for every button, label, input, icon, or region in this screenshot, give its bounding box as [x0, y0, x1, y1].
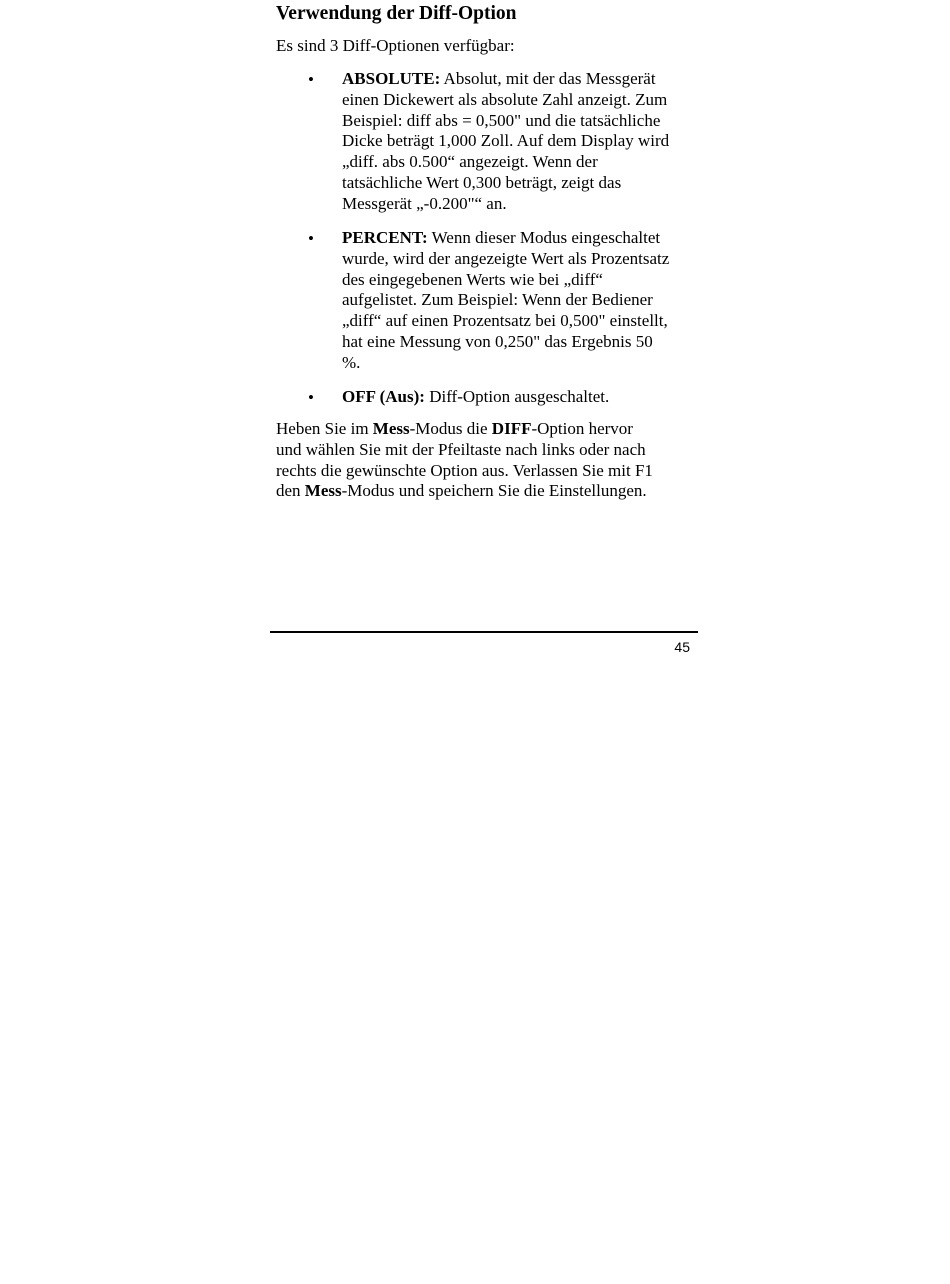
option-line: aufgelistet. Zum Beispiel: Wenn der Bediener	[342, 290, 653, 310]
closing-text: und wählen Sie mit der Pfeiltaste nach links oder nach	[276, 439, 646, 459]
option-line: „diff“ auf einen Prozentsatz bei 0,500" einstellt,	[342, 311, 668, 331]
option-line: des eingegebenen Werts wie bei „diff“	[342, 269, 603, 289]
option-line: einen Dickewert als absolute Zahl anzeigt. Zum	[342, 89, 668, 109]
option-line: %.	[342, 352, 361, 372]
closing-bold: Mess	[304, 481, 342, 501]
option-line: tatsächliche Wert 0,300 beträgt, zeigt das	[342, 172, 622, 192]
option-absolute-term: ABSOLUTE:	[342, 69, 441, 88]
option-line: wurde, wird der angezeigte Wert als Prozentsatz	[342, 248, 670, 268]
closing-text: den	[276, 481, 305, 501]
page-number: 45	[674, 639, 690, 655]
intro-paragraph: Es sind 3 Diff-Optionen verfügbar:	[276, 36, 515, 55]
closing-text: Heben Sie im	[276, 419, 373, 438]
option-line: Messgerät „-0.200"“ an.	[342, 193, 507, 213]
option-percent-text	[342, 228, 688, 374]
closing-bold: Mess	[372, 419, 410, 438]
option-line: Wenn dieser Modus eingeschaltet	[427, 228, 661, 247]
closing-paragraph	[276, 419, 653, 502]
closing-bold: DIFF	[491, 419, 532, 438]
option-off-text	[342, 387, 688, 408]
option-line: Absolut, mit der das Messgerät	[440, 69, 656, 88]
option-off-term: OFF (Aus):	[342, 387, 425, 406]
section-heading: Verwendung der Diff-Option	[276, 3, 517, 24]
bullet-icon: •	[308, 70, 314, 89]
closing-text: -Option hervor	[531, 419, 633, 438]
closing-text: -Modus die	[409, 419, 492, 438]
option-absolute-text	[342, 69, 688, 215]
option-line: Diff-Option ausgeschaltet.	[424, 387, 610, 406]
option-line: hat eine Messung von 0,250" das Ergebnis 50	[342, 331, 653, 351]
footer-rule	[270, 631, 698, 633]
bullet-icon: •	[308, 388, 314, 407]
option-line: Dicke beträgt 1,000 Zoll. Auf dem Display wird	[342, 131, 670, 151]
bullet-icon: •	[308, 229, 314, 248]
option-line: Beispiel: diff abs = 0,500" und die tatsächliche	[342, 110, 661, 130]
option-line: „diff. abs 0.500“ angezeigt. Wenn der	[342, 152, 598, 172]
option-percent-term: PERCENT:	[342, 228, 428, 247]
closing-text: rechts die gewünschte Option aus. Verlassen Sie mit F1	[276, 460, 653, 480]
closing-text: -Modus und speichern Sie die Einstellungen.	[341, 481, 647, 501]
